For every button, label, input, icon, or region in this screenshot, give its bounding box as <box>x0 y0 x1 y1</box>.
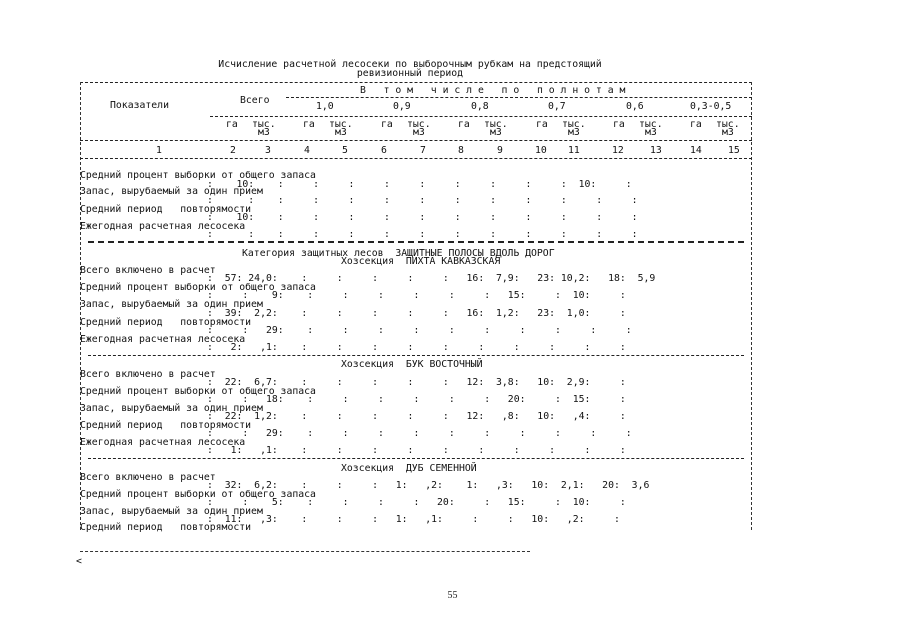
row-values: : 2: ,1: : : : : : : : : : : <box>207 342 626 353</box>
colnum-7: 7 <box>420 145 426 156</box>
colnum-9: 9 <box>497 145 503 156</box>
density-0-9: 0,9 <box>393 101 411 112</box>
row-values: : : : : : : : : : : : : : <box>207 195 638 206</box>
table-top-rule <box>80 82 752 83</box>
density-0-6: 0,6 <box>626 101 644 112</box>
row-label: Ежегодная расчетная лесосека <box>80 437 246 448</box>
row-label: Запас, вырубаемый за один прием <box>80 403 263 414</box>
colnum-15: 15 <box>728 145 740 156</box>
header-total: Всего <box>240 95 270 106</box>
density-0-3-0-5: 0,3-0,5 <box>690 101 732 112</box>
unit-thou: тыс. <box>639 119 663 130</box>
row-values: : : 18: : : : : : : 20: : 15: : <box>207 394 626 405</box>
colnum-6: 6 <box>381 145 387 156</box>
density-0-8: 0,8 <box>471 101 489 112</box>
row-values: : 22: 6,7: : : : : : 12: 3,8: 10: 2,9: : <box>207 377 626 388</box>
colnum-3: 3 <box>265 145 271 156</box>
block-heading: Хозсекция ПИХТА КАВКАЗСКАЯ <box>341 256 501 267</box>
row-label: Средний период повторямости <box>80 204 252 215</box>
header-rule-4 <box>80 158 752 159</box>
unit-m3: м3 <box>413 127 425 138</box>
block-divider <box>88 458 744 459</box>
unit-thou: тыс. <box>329 119 353 130</box>
doc-title-line1: Исчисление расчетной лесосеки по выборочным рубкам на предстоящий <box>218 59 602 70</box>
unit-ha: га <box>613 119 625 130</box>
row-label: Средний процент выборки от общего запаса <box>80 489 316 500</box>
unit-ha: га <box>226 119 238 130</box>
trailing-mark: < <box>76 556 82 567</box>
density-1-0: 1,0 <box>316 101 334 112</box>
row-label: Запас, вырубаемый за один прием <box>80 299 263 310</box>
density-0-7: 0,7 <box>548 101 566 112</box>
unit-ha: га <box>536 119 548 130</box>
unit-thou: тыс. <box>562 119 586 130</box>
row-label: Средний процент выборки от общего запаса <box>80 386 316 397</box>
unit-thou: тыс. <box>252 119 276 130</box>
colnum-11: 11 <box>568 145 580 156</box>
row-values: : 10: : : : : : : : : : 10: : <box>207 179 632 190</box>
header-group: В т о м ч и с л е п о п о л н о т а м <box>360 85 626 96</box>
unit-thou: тыс. <box>484 119 508 130</box>
row-label: Средний процент выборки от общего запаса <box>80 170 316 181</box>
block-heading: Хозсекция БУК ВОСТОЧНЫЙ <box>341 359 483 370</box>
row-values: : 32: 6,2: : : : 1: ,2: 1: ,3: 10: 2,1: 20: 3,6 <box>207 480 650 491</box>
row-label: Средний процент выборки от общего запаса <box>80 282 316 293</box>
row-values: : 11: ,3: : : : 1: ,1: : : 10: ,2: : <box>207 514 620 525</box>
section-divider-equals <box>88 241 744 245</box>
row-label: Запас, вырубаемый за один прием <box>80 186 263 197</box>
row-values: : : : : : : : : : : : : : <box>207 229 638 240</box>
row-label: Всего включено в расчет <box>80 265 216 276</box>
colnum-10: 10 <box>535 145 547 156</box>
row-values: : 1: ,1: : : : : : : : : : : <box>207 445 626 456</box>
block-heading: Хозсекция ДУБ СЕМЕННОЙ <box>341 463 477 474</box>
row-label: Средний период повторямости <box>80 317 252 328</box>
header-rule-3 <box>80 140 752 141</box>
unit-thou: тыс. <box>716 119 740 130</box>
row-label: Запас, вырубаемый за один прием <box>80 506 263 517</box>
page-number: 55 <box>447 590 458 601</box>
unit-m3: м3 <box>645 127 657 138</box>
unit-m3: м3 <box>258 127 270 138</box>
table-right-border <box>751 82 752 530</box>
row-label: Всего включено в расчет <box>80 472 216 483</box>
colnum-5: 5 <box>342 145 348 156</box>
colnum-1: 1 <box>156 145 162 156</box>
unit-ha: га <box>690 119 702 130</box>
unit-ha: га <box>381 119 393 130</box>
block-divider <box>88 355 744 356</box>
row-label: Средний период повторямости <box>80 420 252 431</box>
unit-m3: м3 <box>490 127 502 138</box>
colnum-13: 13 <box>650 145 662 156</box>
unit-m3: м3 <box>335 127 347 138</box>
row-values: : : 9: : : : : : : 15: : 10: : <box>207 290 626 301</box>
row-label: Ежегодная расчетная лесосека <box>80 221 246 232</box>
category-line: Категория защитных лесов ЗАЩИТНЫЕ ПОЛОСЫ ВДОЛЬ ДОРОГ <box>242 248 555 259</box>
row-values: : 22: 1,2: : : : : : 12: ,8: 10: ,4: : <box>207 411 626 422</box>
row-values: : 57: 24,0: : : : : : 16: 7,9: 23: 10,2: 18: 5,9 <box>207 273 656 284</box>
row-values: : : 29: : : : : : : : : : : <box>207 325 632 336</box>
doc-title-line2: ревизионный период <box>356 68 464 79</box>
row-label: Средний период повторямости <box>80 522 252 533</box>
header-indicator: Показатели <box>110 100 169 111</box>
colnum-12: 12 <box>612 145 624 156</box>
colnum-8: 8 <box>458 145 464 156</box>
header-rule-1 <box>286 97 752 98</box>
unit-ha: га <box>458 119 470 130</box>
colnum-14: 14 <box>690 145 702 156</box>
unit-m3: м3 <box>568 127 580 138</box>
row-values: : 10: : : : : : : : : : : : <box>207 212 638 223</box>
unit-ha: га <box>303 119 315 130</box>
row-label: Ежегодная расчетная лесосека <box>80 334 246 345</box>
row-values: : : 5: : : : : 20: : 15: : 10: : <box>207 497 626 508</box>
row-values: : : 29: : : : : : : : : : : <box>207 428 632 439</box>
colnum-4: 4 <box>304 145 310 156</box>
unit-m3: м3 <box>722 127 734 138</box>
row-values: : 39: 2,2: : : : : : 16: 1,2: 23: 1,0: : <box>207 308 626 319</box>
row-label: Всего включено в расчет <box>80 369 216 380</box>
table-bottom-rule <box>80 551 530 552</box>
unit-thou: тыс. <box>407 119 431 130</box>
header-rule-2 <box>210 116 752 117</box>
colnum-2: 2 <box>230 145 236 156</box>
